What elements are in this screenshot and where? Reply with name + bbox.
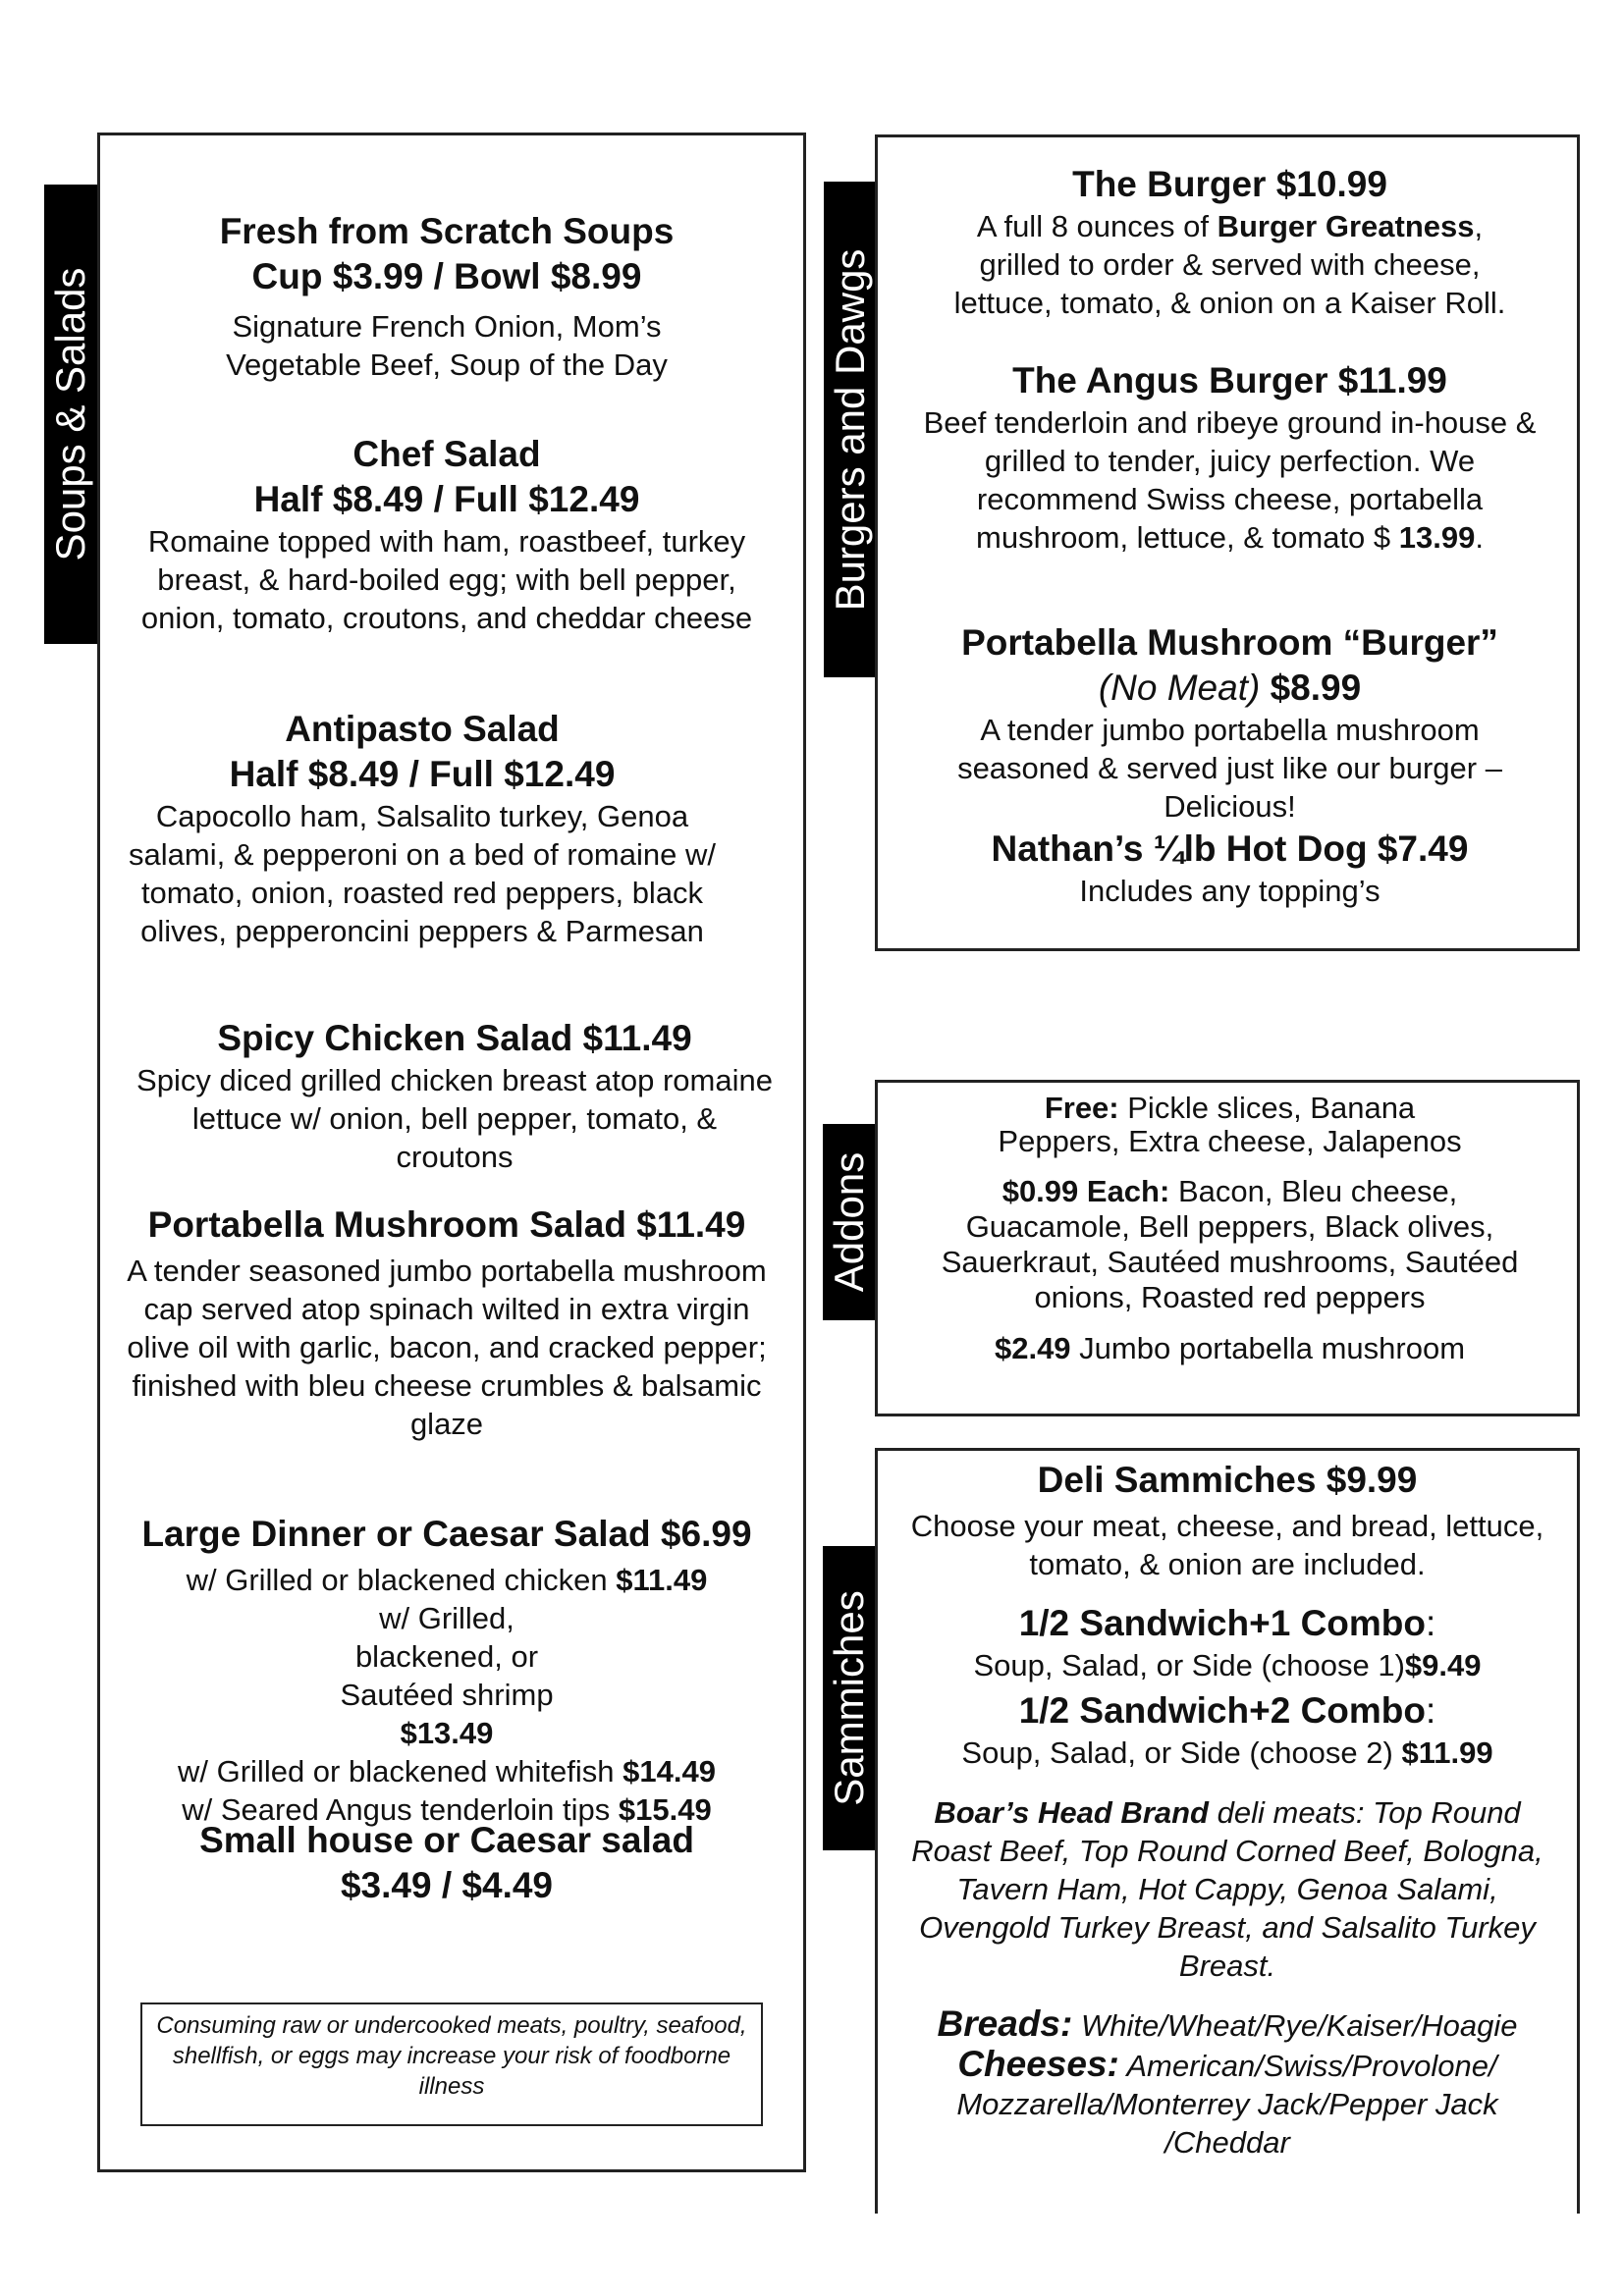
breads-list: White/Wheat/Rye/Kaiser/Hoagie	[1080, 2008, 1518, 2043]
food-safety-warning: Consuming raw or undercooked meats, poultry, seafood, shellfish, or eggs may increase your risk of foodborne illness	[140, 2002, 763, 2126]
tab-soups-salads	[44, 185, 97, 644]
antipasto-title: Antipasto Salad	[285, 709, 560, 749]
cheeses-label: Cheeses:	[957, 2044, 1119, 2084]
burger-desc-pre: A full 8 ounces of	[976, 209, 1209, 243]
combo2-desc-text: Soup, Salad, or Side (choose 2)	[961, 1735, 1393, 1770]
angus-desc-text: Beef tenderloin and ribeye ground in-house & grilled to tender, juicy perfection. We recommend Swiss cheese, portabella mushroom, lettuce, & tomato $	[923, 405, 1537, 555]
chef-salad-section	[113, 432, 781, 637]
hotdog-section	[903, 827, 1556, 910]
angus-title: The Angus Burger $11.99	[1012, 360, 1447, 400]
large-salad-option	[118, 1599, 776, 1752]
chef-salad-price: Half $8.49 / Full $12.49	[253, 479, 640, 519]
small-salad-section	[147, 1818, 746, 1908]
portabella-salad-title: Portabella Mushroom Salad $11.49	[147, 1204, 746, 1245]
angus-section	[903, 358, 1556, 557]
sammiches-section	[889, 1458, 1566, 2162]
antipasto-desc: Capocollo ham, Salsalito turkey, Genoa salami, & pepperoni on a bed of romaine w/ tomato, onion, roasted red peppers, black olives, pepperoncini peppers & Parmesan	[129, 799, 716, 948]
deli-meats-list: deli meats: Top Round Roast Beef, Top Round Corned Beef, Bologna, Tavern Ham, Hot Cappy, Genoa Salami, Ovengold Turkey Breast, and Salsalito Turkey Breast.	[911, 1795, 1543, 1983]
cheeses-line	[889, 2045, 1566, 2162]
soups-desc: Signature French Onion, Mom’s Vegetable Beef, Soup of the Day	[226, 309, 668, 382]
combo1-desc-text: Soup, Salad, or Side (choose 1)	[973, 1648, 1405, 1682]
addons-free	[903, 1092, 1556, 1158]
small-salad-title: Small house or Caesar salad	[199, 1820, 694, 1860]
deli-meats-brand: Boar’s Head Brand	[934, 1795, 1209, 1830]
large-salad-section	[118, 1512, 776, 1829]
addons-each-items: Bacon, Bleu cheese, Guacamole, Bell peppers, Black olives, Sauerkraut, Sautéed mushrooms, Sautéed onions, Roasted red peppers	[941, 1174, 1519, 1314]
addons-jumbo-price: $2.49	[994, 1331, 1071, 1365]
option-label: w/ Grilled or blackened chicken	[186, 1563, 608, 1597]
combo1-title: 1/2 Sandwich+1 Combo:	[1018, 1603, 1436, 1643]
burger-desc	[903, 207, 1556, 322]
chef-salad-desc: Romaine topped with ham, roastbeef, turkey breast, & hard-boiled egg; with bell pepper, onion, tomato, croutons, and cheddar cheese	[140, 524, 753, 635]
angus-desc-price: 13.99	[1398, 520, 1476, 555]
tab-addons-label: Addons	[826, 1151, 872, 1293]
tab-sammiches	[823, 1546, 876, 1850]
addons-each	[903, 1174, 1556, 1315]
spicy-chicken-title: Spicy Chicken Salad $11.49	[217, 1018, 692, 1058]
breads-line	[889, 2004, 1566, 2045]
soups-title: Fresh from Scratch Soups	[219, 211, 675, 251]
portabella-burger-no-meat: (No Meat)	[1098, 667, 1261, 708]
tab-burgers-dawgs-label: Burgers and Dawgs	[827, 248, 873, 611]
portabella-salad-section	[108, 1202, 785, 1443]
antipasto-price: Half $8.49 / Full $12.49	[229, 754, 616, 794]
addons-section	[903, 1092, 1556, 1367]
angus-desc-end: .	[1475, 520, 1484, 555]
portabella-burger-sub	[903, 666, 1556, 711]
portabella-burger-desc: A tender jumbo portabella mushroom seasoned & served just like our burger – Delicious!	[957, 713, 1502, 824]
addons-jumbo	[903, 1329, 1556, 1367]
chef-salad-title: Chef Salad	[352, 434, 541, 474]
portabella-salad-desc: A tender seasoned jumbo portabella mushroom cap served atop spinach wilted in extra virgin olive oil with garlic, bacon, and cracked pepper; finished with bleu cheese crumbles & balsamic glaze	[127, 1254, 767, 1441]
option-price: $13.49	[400, 1716, 494, 1750]
combo2-desc	[889, 1734, 1566, 1772]
addons-each-label: $0.99 Each:	[1001, 1174, 1170, 1208]
soups-price: Cup $3.99 / Bowl $8.99	[251, 256, 642, 296]
tab-addons	[823, 1124, 876, 1320]
angus-desc	[903, 403, 1556, 557]
large-salad-option	[118, 1561, 776, 1599]
large-salad-option	[118, 1752, 776, 1790]
option-price: $11.49	[616, 1563, 708, 1597]
tab-soups-salads-label: Soups & Salads	[47, 267, 93, 561]
combo1-price: $9.49	[1404, 1648, 1482, 1682]
burger-desc-post: , grilled to order & served with cheese, lettuce, tomato, & onion on a Kaiser Roll.	[953, 209, 1506, 320]
sammiches-desc: Choose your meat, cheese, and bread, lettuce, tomato, & onion are included.	[910, 1509, 1544, 1581]
spicy-chicken-desc: Spicy diced grilled chicken breast atop romaine lettuce w/ onion, bell pepper, tomato, & croutons	[136, 1063, 773, 1174]
option-label: w/ Seared Angus tenderloin tips	[182, 1792, 611, 1827]
burger-title: The Burger $10.99	[1072, 164, 1387, 204]
hotdog-desc: Includes any topping’s	[1079, 874, 1380, 908]
large-salad-title: Large Dinner or Caesar Salad $6.99	[141, 1514, 752, 1554]
burger-desc-bold: Burger Greatness	[1217, 209, 1475, 243]
combo1-title-text: 1/2 Sandwich+1 Combo	[1018, 1603, 1427, 1643]
addons-free-label: Free:	[1044, 1091, 1119, 1125]
tab-sammiches-label: Sammiches	[826, 1590, 872, 1806]
spicy-chicken-section	[108, 1016, 801, 1176]
addons-jumbo-item: Jumbo portabella mushroom	[1079, 1331, 1466, 1365]
combo2-price: $11.99	[1401, 1735, 1493, 1770]
cheeses-list: American/Swiss/Provolone/ Mozzarella/Monterrey Jack/Pepper Jack /Cheddar	[956, 2049, 1498, 2160]
sammiches-title: Deli Sammiches $9.99	[1037, 1460, 1418, 1500]
hotdog-title: Nathan’s ¼lb Hot Dog $7.49	[991, 828, 1469, 869]
soups-section	[196, 209, 697, 384]
option-price: $14.49	[623, 1754, 716, 1789]
combo2-title-text: 1/2 Sandwich+2 Combo	[1018, 1690, 1427, 1731]
portabella-burger-section	[903, 620, 1556, 826]
option-label: w/ Grilled, blackened, or Sautéed shrimp	[340, 1601, 554, 1712]
option-price: $15.49	[618, 1792, 712, 1827]
burger-section	[903, 162, 1556, 322]
option-label: w/ Grilled or blackened whitefish	[178, 1754, 615, 1789]
combo1-desc	[889, 1646, 1566, 1684]
addons-free-items: Pickle slices, Banana Peppers, Extra cheese, Jalapenos	[998, 1091, 1462, 1158]
breads-label: Breads:	[937, 2003, 1073, 2044]
tab-burgers-dawgs	[824, 182, 877, 677]
antipasto-section	[128, 707, 717, 950]
small-salad-price: $3.49 / $4.49	[340, 1865, 554, 1905]
deli-meats	[889, 1793, 1566, 1985]
combo2-title: 1/2 Sandwich+2 Combo:	[1018, 1690, 1436, 1731]
portabella-burger-title: Portabella Mushroom “Burger”	[961, 622, 1498, 663]
portabella-burger-price: $8.99	[1260, 667, 1362, 708]
